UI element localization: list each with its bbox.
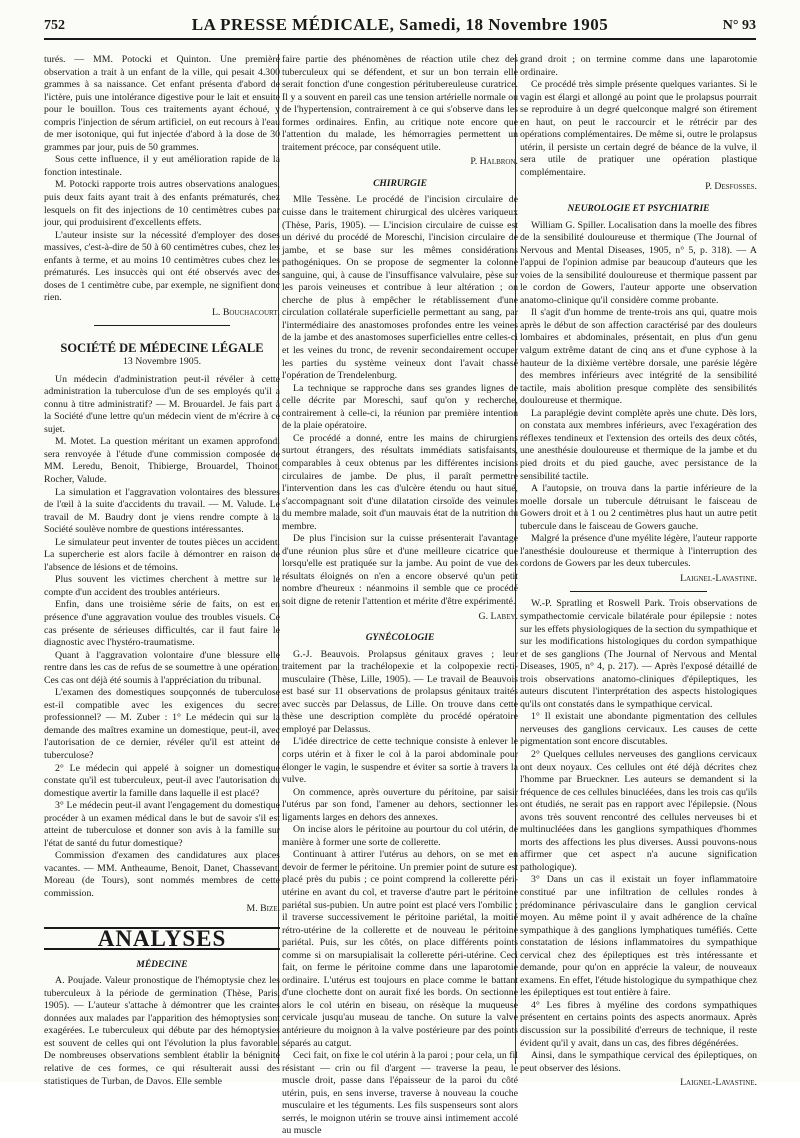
signature: P. Desfosses.: [705, 181, 757, 193]
paragraph: Sous cette influence, il y eut amélioration rapide de la fonction intestinale.: [44, 154, 280, 178]
paragraph: Malgré la présence d'une myélite légère, l'auteur rapporte l'anesthésie douloureuse et thermique à l'interruption des cordons de Gowers par les deux tubercules.: [520, 533, 757, 570]
paragraph: A l'autopsie, on trouva dans la partie inférieure de la moelle dorsale un tubercule détruisant le faisceau de Gowers droit et à 1 ou 2 centimètres plus haut un autre petit tubercule dans le faisceau de Gowers gauche.: [520, 483, 757, 532]
paragraph: On commence, après ouverture du péritoine, par saisir l'utérus par son fond, l'amener au dehors, sectionner les ligaments larges en dehors des annexes.: [282, 786, 518, 823]
paragraph: La paraplégie devint complète après une chute. Dès lors, on constata aux membres inférieurs, avec l'exagération des réflexes tendineux et l'extension des orteils des deux côtés, une anesthésie douloureuse et thermique de la jambe et du pied droits et du pied gauche, avec persistance de la sensibilité tactile.: [520, 407, 757, 482]
signature: G. Labey.: [478, 610, 518, 622]
paragraph: Ce procédé très simple présente quelques variantes. Si le vagin est élargi et allongé au point que le prolapsus pourrait se reproduire à un degré quelconque malgré son étirement en haut, on peut le raccourcir et le rétrécir par des opérations complémentaires. De même si, outre le prolapsus utérin, il persiste un certain degré de béance de la vulve, il sera utile de pratiquer une opération plastique complémentaire.: [520, 79, 757, 178]
paragraph: Le simulateur peut inventer de toutes pièces un accident. La supercherie est alors facile à démontrer en raison de l'absence de lésions et de témoins.: [44, 536, 280, 573]
paragraph: Plus souvent les victimes cherchent à mettre sur le compte d'un accident des troubles antérieurs.: [44, 574, 280, 598]
paragraph: 2° Le médecin qui appelé à soigner un domestique constate qu'il est tuberculeux, peut-il avec l'autorisation du domestique avertir la famille dans laquelle il est placé?: [44, 762, 280, 799]
section-date: 13 Novembre 1905.: [122, 356, 202, 368]
signature: Laignel-Lavastine.: [680, 1077, 757, 1089]
paragraph: 3° Dans un cas il existait un foyer inflammatoire constitué par une infiltration de cellules rondes à prédominance périvasculaire dans le ganglion cervical moyen. Au même point il y avait adhérence de la chaîne sympathique à des ganglions lymphatiques tuméfiés. Cette constatation de lésions inflammatoires du sympathique cervical chez des épileptiques est très intéressante et demande, pour qu'on en apprécie la valeur, de nouveaux examens. En effet, l'étude histologique du sympathique chez les épileptiques est tout entière à faire.: [520, 874, 757, 999]
divider: [94, 325, 230, 326]
paragraph: Ceci fait, on fixe le col utérin à la paroi ; pour cela, un fil résistant — crin ou fil d'argent — traverse la peau, le muscle droit, passe dans l'épaisseur de la paroi du côté utérin, puis, en sens inverse, traverse à nouveau la couche musculaire et les téguments. Les fils suspenseurs sont alors serrés, le moignon utérin se trouve ainsi intimement accolé au muscle: [282, 1050, 518, 1137]
paragraph: Il s'agit d'un homme de trente-trois ans qui, quatre mois après le début de son affection caractérisé par des douleurs lombaires et abdominales, présentait, en plus d'un genu valgum extrême datant de cinq ans et d'une cyphose à la hauteur de la dixième vertèbre dorsale, une parésie légère des membres inférieurs avec intégrité de la sensibilité tactile, mais abolition presque complète des sensibilités douloureuse et thermique.: [520, 307, 757, 407]
column-right: [520, 54, 757, 1089]
paragraph: M. Motet. La question méritant un examen approfondi sera renvoyée à l'étude d'une commission composée de MM. Leredu, Benoit, Thibierge, Brouardel, Thoinot, Rocher, Valude.: [44, 436, 280, 485]
paragraph: Mlle Tessène. Le procédé de l'incision circulaire de cuisse dans le traitement chirurgical des ulcères variqueux (Thèse, Paris, 1905). — L'incision circulaire de cuisse est un dérivé du procédé de Moreschi, l'incision circulaire de jambe, et se base sur les mêmes considérations pathogéniques. On se propose de segmenter la colonne sanguine, qui, à cause de l'insuffisance valvulaire, pèse sur les parois veineuses et contribue à leur altération ; on cherche de plus à empêcher le rétablissement d'une circulation collatérale superficielle permettant au sang, par l'intermédiaire des anastomoses profondes entre les veines de la jambe et des anastomoses superficielles entre celles-ci et les veines du tronc, de revenir secondairement occuper les parties du système veineux dont l'avait chassé l'opération de Trendelenburg.: [282, 194, 518, 382]
paragraph: La simulation et l'aggravation volontaires des blessures de l'œil à la suite d'accidents du travail. — M. Valude. Le travail de M. Baudry dont je viens rendre compte à la Société soulève nombre de questions intéressantes.: [44, 486, 280, 536]
paragraph: Enfin, dans une troisième série de faits, on est en présence d'une aggravation voulue des troubles visuels. Ce cas présente de sérieuses difficultés, car il faut faire le diagnostic avec l'hystéro-traumatisme.: [44, 599, 280, 649]
signature: P. Halbron.: [470, 156, 518, 168]
paragraph: Quant à l'aggravation volontaire d'une blessure elle rentre dans les cas de refus de se soumettre à une opération. Ces cas ont déjà été soumis à l'appréciation du tribunal.: [44, 649, 280, 686]
paragraph: La technique se rapproche dans ses grandes lignes de celle décrite par Moreschi, sauf qu'on y recherche, contrairement à celle-ci, la réunion par première intention de la plaie opératoire.: [282, 382, 518, 432]
paragraph: Ce procédé a donné, entre les mains de chirurgiens surtout étrangers, des résultats immédiats satisfaisants, comparables à ceux obtenus par les différentes incisions circulaires de jambe. De plus, il paraît permettre l'intervention dans les cas d'ulcère étendu ou haut situé, s'accompagnant soit d'une dilatation cirsoïde des veinules du membre malade, soit d'un mauvais état de la nutrition du membre.: [282, 432, 518, 532]
paragraph: 1° Il existait une abondante pigmentation des cellules nerveuses des ganglions cervicaux. Les causes de cette pigmentation sont encore discutables.: [520, 711, 757, 748]
rubric-neurologie: NEUROLOGIE ET PSYCHIATRIE: [567, 204, 710, 215]
issue-number: N° 93: [722, 18, 756, 33]
paragraph: W.-P. Spratling et Roswell Park. Trois observations de sympathectomie cervicale bilatérale pour épilepsie : notes sur les effets physiologiques de la section du sympathique et sur les modifications histologiques du cordon sympathique et de ses ganglions (The Journal of Nervous and Mental Diseases, 1905, n° 4, p. 217). — Après l'exposé détaillé de trois observations anatomo-cliniques d'épileptiques, les auteurs discutent l'interprétation des aspects histologiques qu'ils ont constatés dans le sympathique cervical.: [520, 598, 757, 710]
paragraph: Continuant à attirer l'utérus au dehors, on se met en devoir de fermer le péritoine. Un premier point de suture est placé près du pubis ; ce point comprend la collerette péri-utérine en avant du col, et traverse d'autre part le péritoine pariétal sus-pubien. Un autre point est placé vers l'ombilic ; il traverse successivement le péritoine pariétal, la moitié rétro-utérine de la collerette et de nouveau le péritoine pariétal. Puis, sur les côtés, on place différents points comme si on marsupialisait la collerette péri-utérine. Ceci fait, on ferme le péritoine comme dans une laparotomie ordinaire. L'utérus est toujours en place comme le battant d'une clochette dont on aurait fixé les bords. On sectionne alors le col utérin en biseau, on résèque la muqueuse cervicale jusqu'au museau de tanche. On suture la valve antérieure du moignon à la valve postérieure par des points séparés au catgut.: [282, 849, 518, 1049]
rubric-medecine: MÉDECINE: [136, 959, 188, 970]
column-middle: [282, 54, 518, 1137]
signature: Laignel-Lavastine.: [680, 572, 757, 584]
section-title: SOCIÉTÉ DE MÉDECINE LÉGALE: [60, 341, 264, 356]
signature: L. Bouchacourt.: [211, 306, 280, 318]
column-left: [44, 54, 280, 1087]
paragraph: 3° Le médecin peut-il avant l'engagement du domestique procéder à un examen médical dans le but de savoir s'il est atteint de tuberculose et donner son avis à la famille sur l'état de santé du futur domestique?: [44, 800, 280, 849]
rubric-gynecologie: GYNÉCOLOGIE: [365, 633, 435, 644]
paragraph: L'examen des domestiques soupçonnés de tuberculose est-il compatible avec les exigences du secret professionnel? — M. Zuber : 1° Le médecin qui sur la demande des maîtres examine un domestique, peut-il, avec l'autorisation de ce dernier, révéler qu'il est atteint de tuberculose?: [44, 687, 280, 761]
paragraph: turés. — MM. Potocki et Quinton. Une première observation a trait à un enfant de la ville, qui pesait 4.300 grammes à sa naissance. Cet enfant présenta d'abord de l'ictère, puis une intolérance digestive pour le lait et ensuite pour le bouillon. Tous ces traitements ayant échoué, y compris l'injection de sérum artificiel, on eut recours à l'eau de mer isotonique, qui fut injectée d'abord à la dose de 30 grammes par jour, puis de 50 grammes.: [44, 54, 280, 153]
paragraph: L'idée directrice de cette technique consiste à enlever le corps utérin et à fixer le col à la paroi abdominale pour élonger le vagin, le suspendre et éviter sa sortie à travers la vulve.: [282, 736, 518, 786]
paragraph: William G. Spiller. Localisation dans la moelle des fibres de la sensibilité douloureuse et thermique (The Journal of Nervous and Mental Diseases, 1905, n° 5, p. 318). — A l'appui de l'opinion admise par beaucoup d'auteurs que les voies de la sensibilité douloureuse et thermique passent par le cordon de Gowers, l'auteur apporte une observation anatomo-clinique qu'il considère comme probante.: [520, 219, 757, 306]
paragraph: Ainsi, dans le sympathique cervical des épileptiques, on peut observer des lésions.: [520, 1050, 757, 1074]
paragraph: 2° Quelques cellules nerveuses des ganglions cervicaux ont deux noyaux. Ces cellules ont été déjà décrites chez l'homme par Brueckner. Les auteurs se demandent si la fréquence de ces cellules binucléées, dans les trois cas qu'ils ont étudiés, ne serait pas en rapport avec l'épilepsie. (Nous avons très souvent rencontré des cellules nerveuses bi et multinucléées dans les ganglions sympathiques d'hommes morts des affections les plus diverses. Aussi pouvons-nous affirmer que cet aspect n'a aucune signification pathologique).: [520, 748, 757, 873]
paragraph: Commission d'examen des candidatures aux places vacantes. — MM. Antheaume, Benoit, Danet, Chassevant, Moreau (de Tours), sont nommés membres de cette commission.: [44, 850, 280, 899]
page-number: 752: [44, 18, 65, 33]
paragraph: L'auteur insiste sur la nécessité d'employer des doses massives, c'est-à-dire de 50 à 60 centimètres cubes, chez les enfants à terme, et au moins 10 centimètres cubes chez les prématurés. Les insuccès qui ont été observés avec des doses de 1 centimètre cube, par exemple, ne signifient donc rien.: [44, 229, 280, 304]
paragraph: A. Poujade. Valeur pronostique de l'hémoptysie chez les tuberculeux à la période de germination (Thèse, Paris, 1905). — L'auteur s'attache à démontrer que les craintes données aux malades par l'apparition des hémoptysies sont exagérées. Le tuberculeux qui débute par des hémoptysies est souvent de celles qui ont l'évolution la plus favorable. De nombreuses observations semblent établir la bénignité relative de ces formes, ce qui résulterait aussi des statistiques de Turban, de Davos. Elle semble: [44, 975, 280, 1087]
paragraph: G.-J. Beauvois. Prolapsus génitaux graves ; leur traitement par la trachélopexie et la colpopexie recti-musculaire (Thèse, Lille, 1905). — Le travail de Beauvois est basé sur 11 observations de prolapsus génitaux traités avec succès par Delassus, de Lille. On trouve dans cette thèse une description complète du procédé opératoire employé par Delassus.: [282, 648, 518, 735]
divider: [570, 591, 707, 592]
signature: M. Bize.: [246, 902, 280, 914]
analyses-heading: ANALYSES: [44, 927, 280, 950]
paragraph: On incise alors le péritoine au pourtour du col utérin, de manière à former une sorte de collerette.: [282, 824, 518, 848]
rubric-chirurgie: CHIRURGIE: [373, 178, 427, 189]
paragraph: faire partie des phénomènes de réaction utile chez des tuberculeux qui se défendent, et sur un bon terrain elle serait fonction d'une congestion péritubereuleuse curatrice. Il y a souvent en pareil cas une tension artérielle normale ou de l'hypertension, contrairement à ce qui s'observe dans les formes ordinaires. Enfin, au critique note encore que l'attention du malade, les hémorragies permettent un traitement précoce, par conséquent utile.: [282, 54, 518, 153]
paragraph: De plus l'incision sur la cuisse présenterait l'avantage d'une réunion plus sûre et d'une meilleure cicatrice que lorsqu'elle est pratiquée sur la jambe. Au point de vue des résultats éloignés on n'en a encore observé qu'un petit nombre d'heureux : néanmoins il semble que ce procédé soit digne de retenir l'attention et mérite d'être expérimenté.: [282, 533, 518, 607]
running-header: [44, 12, 756, 40]
journal-title: LA PRESSE MÉDICALE, Samedi, 18 Novembre 1905: [191, 15, 609, 34]
paragraph: 4° Les fibres à myéline des cordons sympathiques présentent en certains points des aspects anormaux. Après discussion sur la possibilité d'erreurs de technique, il reste évident qu'il y avait, dans un cas, des fibres dégénérées.: [520, 999, 757, 1049]
paragraph: grand droit ; on termine comme dans une laparotomie ordinaire.: [520, 54, 757, 78]
paragraph: Un médecin d'administration peut-il révéler à cette administration la tuberculose d'un de ses employés qu'il a connu à titre administratif? — M. Brouardel. Je fais part à la Société d'une lettre qu'un médecin vient de m'écrire à ce sujet.: [44, 373, 280, 435]
paragraph: M. Potocki rapporte trois autres observations analogues, puis deux faits ayant trait à des enfants prématurés, chez lesquels on fit des injections de 10 centimètres cubes par jour, qui produisirent d'excellents effets.: [44, 179, 280, 229]
